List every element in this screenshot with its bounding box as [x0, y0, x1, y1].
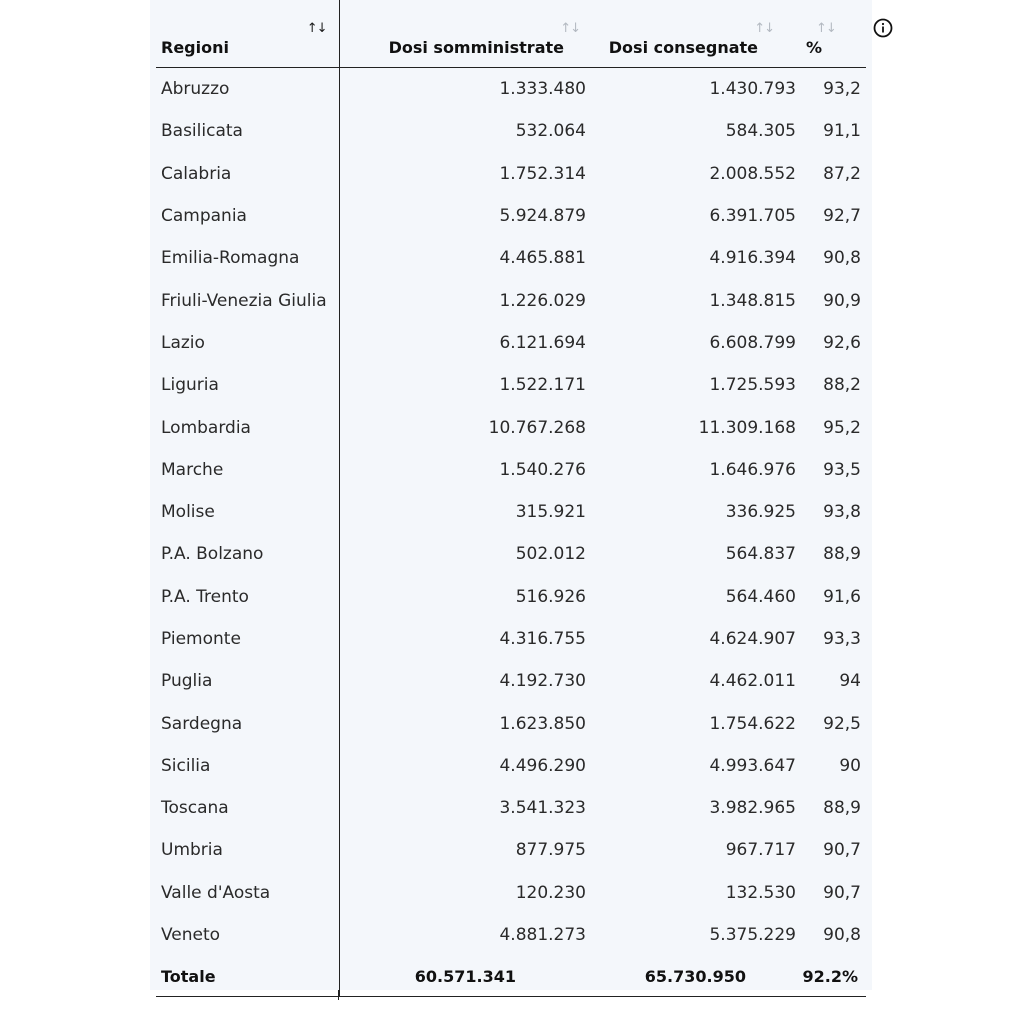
cell-total-percent: 92.2% — [796, 956, 866, 997]
cell-percent: 95,2 — [823, 417, 861, 438]
sort-arrows-icon[interactable]: ↑↓ — [560, 21, 580, 36]
cell-region: Molise — [156, 491, 339, 533]
table-row — [156, 237, 866, 279]
cell-delivered: 11.309.168 — [698, 417, 796, 438]
table-row — [156, 914, 866, 956]
cell-delivered: 4.916.394 — [709, 248, 796, 269]
table-row — [156, 618, 866, 660]
cell-delivered: 1.646.976 — [709, 459, 796, 480]
table-row — [156, 533, 866, 575]
cell-percent: 88,9 — [823, 544, 861, 565]
table-row — [156, 322, 866, 364]
cell-percent: 92,7 — [823, 206, 861, 227]
table-row — [156, 702, 866, 744]
cell-percent: 92,5 — [823, 713, 861, 734]
column-header-label: Dosi somministrate — [388, 38, 564, 57]
cell-delivered: 564.460 — [725, 586, 796, 607]
table-total-row — [156, 956, 866, 997]
column-divider — [338, 990, 339, 1000]
cell-delivered: 2.008.552 — [709, 163, 796, 184]
table-row — [156, 406, 866, 448]
cell-administered: 315.921 — [515, 502, 586, 523]
cell-administered: 502.012 — [515, 544, 586, 565]
table-row — [156, 576, 866, 618]
cell-total-delivered: 65.730.950 — [586, 956, 796, 997]
cell-total-administered: 60.571.341 — [339, 956, 586, 997]
table-row — [156, 68, 866, 111]
cell-administered: 1.540.276 — [499, 459, 586, 480]
info-circle-icon[interactable] — [873, 18, 893, 38]
cell-delivered: 1.430.793 — [709, 79, 796, 100]
cell-percent: 90,7 — [823, 840, 861, 861]
cell-region: P.A. Bolzano — [156, 533, 339, 575]
cell-delivered: 6.391.705 — [709, 206, 796, 227]
table-body — [156, 68, 866, 997]
cell-percent: 88,9 — [823, 798, 861, 819]
vaccine-doses-table — [156, 0, 866, 997]
sort-arrows-icon[interactable]: ↑↓ — [754, 21, 774, 36]
table-row — [156, 195, 866, 237]
cell-region: Lombardia — [156, 406, 339, 448]
column-header-delivered[interactable] — [586, 0, 796, 68]
cell-delivered: 4.624.907 — [709, 629, 796, 649]
cell-percent: 90 — [839, 755, 861, 776]
cell-administered: 1.226.029 — [499, 290, 586, 311]
cell-administered: 1.623.850 — [499, 713, 586, 734]
cell-percent: 93,3 — [823, 629, 861, 649]
column-header-label: % — [806, 38, 823, 57]
cell-region: Veneto — [156, 914, 339, 956]
cell-delivered: 967.717 — [725, 840, 796, 861]
cell-percent: 91,1 — [823, 121, 861, 142]
cell-region: Campania — [156, 195, 339, 237]
cell-delivered: 564.837 — [725, 544, 796, 565]
cell-delivered: 584.305 — [725, 121, 796, 142]
table-row — [156, 491, 866, 533]
cell-region: Emilia-Romagna — [156, 237, 339, 279]
cell-region: Sicilia — [156, 745, 339, 787]
cell-percent: 90,7 — [823, 882, 861, 903]
cell-region: Umbria — [156, 829, 339, 871]
cell-percent: 91,6 — [823, 586, 861, 607]
cell-percent: 92,6 — [823, 332, 861, 353]
cell-delivered: 1.725.593 — [709, 375, 796, 396]
cell-delivered: 4.993.647 — [709, 755, 796, 776]
cell-total-label: Totale — [156, 956, 339, 997]
cell-percent: 87,2 — [823, 163, 861, 184]
table-row — [156, 745, 866, 787]
cell-administered: 1.333.480 — [499, 79, 586, 100]
cell-percent: 93,2 — [823, 79, 861, 100]
cell-percent: 90,9 — [823, 290, 861, 311]
cell-region: Sardegna — [156, 702, 339, 744]
column-header-administered[interactable] — [339, 0, 586, 68]
cell-delivered: 6.608.799 — [709, 332, 796, 353]
cell-region: Calabria — [156, 153, 339, 195]
cell-administered: 4.316.755 — [499, 629, 586, 649]
cell-percent: 94 — [839, 671, 861, 692]
cell-administered: 120.230 — [515, 882, 586, 903]
cell-administered: 1.522.171 — [499, 375, 586, 396]
cell-region: Abruzzo — [156, 68, 339, 111]
cell-delivered: 3.982.965 — [709, 798, 796, 819]
table-row — [156, 660, 866, 702]
cell-region: Marche — [156, 449, 339, 491]
cell-administered: 1.752.314 — [499, 163, 586, 184]
cell-percent: 93,5 — [823, 459, 861, 480]
sort-arrows-icon[interactable]: ↑↓ — [816, 21, 836, 36]
cell-administered: 4.496.290 — [499, 755, 586, 776]
cell-delivered: 5.375.229 — [709, 925, 796, 946]
cell-delivered: 132.530 — [725, 882, 796, 903]
cell-delivered: 1.754.622 — [709, 713, 796, 734]
cell-delivered: 4.462.011 — [709, 671, 796, 692]
cell-region: Toscana — [156, 787, 339, 829]
column-header-label: Regioni — [161, 38, 229, 57]
column-header-label: Dosi consegnate — [608, 38, 758, 57]
table-row — [156, 829, 866, 871]
table-row — [156, 279, 866, 321]
table-header-row — [156, 0, 866, 68]
table-row — [156, 787, 866, 829]
cell-percent: 93,8 — [823, 502, 861, 523]
cell-region: Liguria — [156, 364, 339, 406]
cell-delivered: 1.348.815 — [709, 290, 796, 311]
table-row — [156, 153, 866, 195]
column-header-region[interactable] — [156, 0, 339, 68]
column-header-percent[interactable] — [796, 0, 866, 68]
cell-administered: 532.064 — [515, 121, 586, 142]
cell-administered: 10.767.268 — [488, 417, 586, 438]
table-row — [156, 110, 866, 152]
cell-region: Friuli-Venezia Giulia — [156, 279, 339, 321]
cell-percent: 90,8 — [823, 248, 861, 269]
table-row — [156, 872, 866, 914]
cell-administered: 6.121.694 — [499, 332, 586, 353]
cell-administered: 516.926 — [515, 586, 586, 607]
cell-percent: 88,2 — [823, 375, 861, 396]
table-row — [156, 449, 866, 491]
cell-administered: 4.192.730 — [499, 671, 586, 692]
cell-region: Piemonte — [156, 618, 339, 660]
cell-administered: 4.881.273 — [499, 925, 586, 946]
cell-region: P.A. Trento — [156, 576, 339, 618]
cell-administered: 4.465.881 — [499, 248, 586, 269]
cell-region: Lazio — [156, 322, 339, 364]
cell-region: Valle d'Aosta — [156, 872, 339, 914]
cell-administered: 5.924.879 — [499, 206, 586, 227]
cell-percent: 90,8 — [823, 925, 861, 946]
cell-delivered: 336.925 — [725, 502, 796, 523]
cell-region: Puglia — [156, 660, 339, 702]
cell-region: Basilicata — [156, 110, 339, 152]
table-row — [156, 364, 866, 406]
sort-arrows-icon[interactable]: ↑↓ — [306, 21, 327, 36]
cell-administered: 877.975 — [515, 840, 586, 861]
cell-administered: 3.541.323 — [499, 798, 586, 819]
